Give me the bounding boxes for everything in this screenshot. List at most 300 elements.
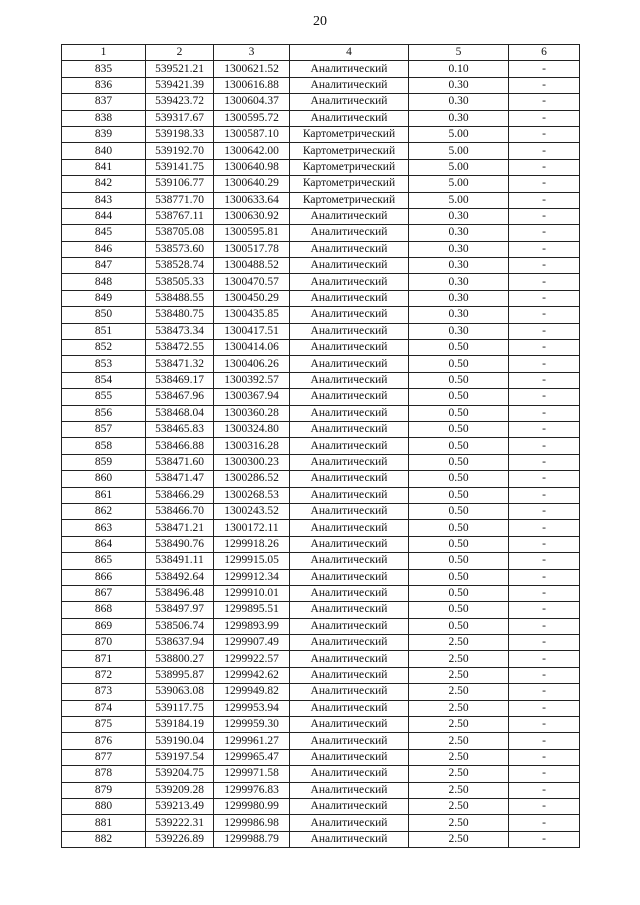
method-cell: Картометрический [290,159,409,175]
point-number-cell: 843 [62,192,146,208]
method-cell: Аналитический [290,733,409,749]
accuracy-cell: 2.50 [409,651,509,667]
method-cell: Аналитический [290,356,409,372]
accuracy-cell: 0.30 [409,241,509,257]
method-cell: Аналитический [290,274,409,290]
point-number-cell: 872 [62,667,146,683]
method-cell: Аналитический [290,553,409,569]
point-number-cell: 867 [62,585,146,601]
accuracy-cell: 0.50 [409,340,509,356]
point-number-cell: 869 [62,618,146,634]
method-cell: Аналитический [290,77,409,93]
point-number-cell: 840 [62,143,146,159]
method-cell: Аналитический [290,798,409,814]
table-row [62,61,580,77]
table-row [62,667,580,683]
accuracy-cell: 0.50 [409,503,509,519]
x-coordinate-cell: 538637.94 [146,635,214,651]
y-coordinate-cell: 1300640.98 [214,159,290,175]
note-cell: - [509,274,580,290]
y-coordinate-cell: 1299986.98 [214,815,290,831]
y-coordinate-cell: 1300587.10 [214,126,290,142]
method-cell: Аналитический [290,241,409,257]
table-row [62,503,580,519]
note-cell: - [509,766,580,782]
table-row [62,569,580,585]
point-number-cell: 866 [62,569,146,585]
note-cell: - [509,618,580,634]
y-coordinate-cell: 1300595.72 [214,110,290,126]
accuracy-cell: 0.50 [409,454,509,470]
point-number-cell: 863 [62,520,146,536]
note-cell: - [509,798,580,814]
note-cell: - [509,815,580,831]
point-number-cell: 851 [62,323,146,339]
method-cell: Аналитический [290,94,409,110]
method-cell: Аналитический [290,471,409,487]
note-cell: - [509,61,580,77]
accuracy-cell: 0.30 [409,225,509,241]
note-cell: - [509,782,580,798]
x-coordinate-cell: 539421.39 [146,77,214,93]
accuracy-cell: 2.50 [409,700,509,716]
x-coordinate-cell: 539204.75 [146,766,214,782]
point-number-cell: 842 [62,176,146,192]
table-row [62,290,580,306]
table-row [62,733,580,749]
accuracy-cell: 0.50 [409,520,509,536]
accuracy-cell: 0.50 [409,421,509,437]
note-cell: - [509,733,580,749]
accuracy-cell: 0.30 [409,258,509,274]
note-cell: - [509,94,580,110]
y-coordinate-cell: 1299965.47 [214,749,290,765]
y-coordinate-cell: 1300616.88 [214,77,290,93]
method-cell: Аналитический [290,323,409,339]
point-number-cell: 849 [62,290,146,306]
point-number-cell: 862 [62,503,146,519]
x-coordinate-cell: 538466.88 [146,438,214,454]
table-row [62,684,580,700]
point-number-cell: 850 [62,307,146,323]
accuracy-cell: 5.00 [409,143,509,159]
method-cell: Аналитический [290,831,409,847]
accuracy-cell: 0.30 [409,208,509,224]
method-cell: Аналитический [290,487,409,503]
x-coordinate-cell: 538767.11 [146,208,214,224]
x-coordinate-cell: 539423.72 [146,94,214,110]
accuracy-cell: 0.30 [409,94,509,110]
note-cell: - [509,553,580,569]
accuracy-cell: 0.50 [409,405,509,421]
table-row [62,208,580,224]
note-cell: - [509,520,580,536]
point-number-cell: 878 [62,766,146,782]
point-number-cell: 875 [62,717,146,733]
method-cell: Аналитический [290,405,409,421]
note-cell: - [509,831,580,847]
method-cell: Аналитический [290,569,409,585]
table-row [62,471,580,487]
y-coordinate-cell: 1299895.51 [214,602,290,618]
y-coordinate-cell: 1299961.27 [214,733,290,749]
note-cell: - [509,307,580,323]
table-row [62,405,580,421]
coordinates-table [61,44,580,848]
y-coordinate-cell: 1299922.57 [214,651,290,667]
point-number-cell: 854 [62,372,146,388]
accuracy-cell: 2.50 [409,684,509,700]
x-coordinate-cell: 539209.28 [146,782,214,798]
note-cell: - [509,77,580,93]
accuracy-cell: 2.50 [409,667,509,683]
table-row [62,635,580,651]
point-number-cell: 837 [62,94,146,110]
x-coordinate-cell: 538497.97 [146,602,214,618]
x-coordinate-cell: 538505.33 [146,274,214,290]
y-coordinate-cell: 1300640.29 [214,176,290,192]
point-number-cell: 865 [62,553,146,569]
y-coordinate-cell: 1299980.99 [214,798,290,814]
method-cell: Аналитический [290,438,409,454]
point-number-cell: 877 [62,749,146,765]
accuracy-cell: 0.50 [409,536,509,552]
column-header: 4 [290,45,409,61]
page-number: 20 [313,14,327,29]
table-row [62,618,580,634]
note-cell: - [509,405,580,421]
note-cell: - [509,323,580,339]
note-cell: - [509,176,580,192]
accuracy-cell: 2.50 [409,717,509,733]
accuracy-cell: 0.30 [409,274,509,290]
note-cell: - [509,159,580,175]
y-coordinate-cell: 1299912.34 [214,569,290,585]
method-cell: Аналитический [290,503,409,519]
method-cell: Аналитический [290,110,409,126]
note-cell: - [509,143,580,159]
point-number-cell: 870 [62,635,146,651]
y-coordinate-cell: 1300243.52 [214,503,290,519]
table-row [62,126,580,142]
column-header: 1 [62,45,146,61]
point-number-cell: 848 [62,274,146,290]
accuracy-cell: 0.50 [409,553,509,569]
accuracy-cell: 2.50 [409,766,509,782]
point-number-cell: 836 [62,77,146,93]
note-cell: - [509,700,580,716]
y-coordinate-cell: 1299910.01 [214,585,290,601]
note-cell: - [509,110,580,126]
method-cell: Аналитический [290,389,409,405]
table-row [62,585,580,601]
point-number-cell: 874 [62,700,146,716]
y-coordinate-cell: 1300470.57 [214,274,290,290]
x-coordinate-cell: 538471.32 [146,356,214,372]
accuracy-cell: 0.50 [409,487,509,503]
accuracy-cell: 0.30 [409,77,509,93]
y-coordinate-cell: 1300517.78 [214,241,290,257]
method-cell: Аналитический [290,290,409,306]
x-coordinate-cell: 539222.31 [146,815,214,831]
table-row [62,487,580,503]
method-cell: Аналитический [290,602,409,618]
point-number-cell: 845 [62,225,146,241]
x-coordinate-cell: 538469.17 [146,372,214,388]
point-number-cell: 852 [62,340,146,356]
column-header: 6 [509,45,580,61]
table-row [62,192,580,208]
accuracy-cell: 0.50 [409,389,509,405]
accuracy-cell: 0.30 [409,323,509,339]
point-number-cell: 855 [62,389,146,405]
accuracy-cell: 0.50 [409,471,509,487]
note-cell: - [509,717,580,733]
method-cell: Картометрический [290,192,409,208]
table-header [62,45,580,61]
accuracy-cell: 2.50 [409,733,509,749]
method-cell: Картометрический [290,143,409,159]
method-cell: Аналитический [290,667,409,683]
x-coordinate-cell: 539063.08 [146,684,214,700]
table-row [62,307,580,323]
point-number-cell: 858 [62,438,146,454]
point-number-cell: 839 [62,126,146,142]
y-coordinate-cell: 1299893.99 [214,618,290,634]
point-number-cell: 860 [62,471,146,487]
accuracy-cell: 2.50 [409,815,509,831]
x-coordinate-cell: 538488.55 [146,290,214,306]
table-row [62,176,580,192]
accuracy-cell: 2.50 [409,798,509,814]
point-number-cell: 868 [62,602,146,618]
x-coordinate-cell: 538473.34 [146,323,214,339]
x-coordinate-cell: 539317.67 [146,110,214,126]
note-cell: - [509,684,580,700]
point-number-cell: 856 [62,405,146,421]
table-row [62,110,580,126]
x-coordinate-cell: 538471.21 [146,520,214,536]
x-coordinate-cell: 538466.70 [146,503,214,519]
table-row [62,651,580,667]
table-row [62,815,580,831]
note-cell: - [509,667,580,683]
point-number-cell: 859 [62,454,146,470]
table-row [62,766,580,782]
y-coordinate-cell: 1299971.58 [214,766,290,782]
note-cell: - [509,356,580,372]
x-coordinate-cell: 538995.87 [146,667,214,683]
x-coordinate-cell: 538800.27 [146,651,214,667]
y-coordinate-cell: 1300630.92 [214,208,290,224]
note-cell: - [509,651,580,667]
table-row [62,438,580,454]
table-row [62,454,580,470]
x-coordinate-cell: 538492.64 [146,569,214,585]
method-cell: Аналитический [290,258,409,274]
point-number-cell: 861 [62,487,146,503]
x-coordinate-cell: 539213.49 [146,798,214,814]
table-row [62,798,580,814]
table-row [62,241,580,257]
method-cell: Аналитический [290,61,409,77]
x-coordinate-cell: 539106.77 [146,176,214,192]
note-cell: - [509,421,580,437]
x-coordinate-cell: 539226.89 [146,831,214,847]
method-cell: Аналитический [290,520,409,536]
point-number-cell: 835 [62,61,146,77]
x-coordinate-cell: 538506.74 [146,618,214,634]
method-cell: Аналитический [290,208,409,224]
column-header: 2 [146,45,214,61]
note-cell: - [509,192,580,208]
table-row [62,717,580,733]
note-cell: - [509,241,580,257]
y-coordinate-cell: 1300604.37 [214,94,290,110]
table-row [62,77,580,93]
y-coordinate-cell: 1299959.30 [214,717,290,733]
column-header: 5 [409,45,509,61]
accuracy-cell: 2.50 [409,831,509,847]
x-coordinate-cell: 538491.11 [146,553,214,569]
header-row [62,45,580,61]
table-row [62,536,580,552]
y-coordinate-cell: 1300316.28 [214,438,290,454]
method-cell: Аналитический [290,651,409,667]
point-number-cell: 880 [62,798,146,814]
note-cell: - [509,569,580,585]
table-row [62,553,580,569]
accuracy-cell: 0.50 [409,438,509,454]
point-number-cell: 881 [62,815,146,831]
note-cell: - [509,503,580,519]
y-coordinate-cell: 1300300.23 [214,454,290,470]
method-cell: Аналитический [290,225,409,241]
x-coordinate-cell: 539521.21 [146,61,214,77]
x-coordinate-cell: 539190.04 [146,733,214,749]
method-cell: Аналитический [290,421,409,437]
point-number-cell: 864 [62,536,146,552]
table-row [62,225,580,241]
method-cell: Аналитический [290,585,409,601]
table-row [62,340,580,356]
x-coordinate-cell: 538466.29 [146,487,214,503]
y-coordinate-cell: 1300435.85 [214,307,290,323]
y-coordinate-cell: 1300406.26 [214,356,290,372]
table-row [62,323,580,339]
y-coordinate-cell: 1299942.62 [214,667,290,683]
table-row [62,389,580,405]
x-coordinate-cell: 538468.04 [146,405,214,421]
method-cell: Аналитический [290,340,409,356]
y-coordinate-cell: 1300642.00 [214,143,290,159]
y-coordinate-cell: 1300367.94 [214,389,290,405]
note-cell: - [509,389,580,405]
accuracy-cell: 0.50 [409,585,509,601]
accuracy-cell: 5.00 [409,159,509,175]
table-row [62,258,580,274]
accuracy-cell: 0.50 [409,356,509,372]
note-cell: - [509,602,580,618]
table-row [62,602,580,618]
y-coordinate-cell: 1300417.51 [214,323,290,339]
y-coordinate-cell: 1300633.64 [214,192,290,208]
table-row [62,94,580,110]
method-cell: Аналитический [290,618,409,634]
point-number-cell: 844 [62,208,146,224]
method-cell: Аналитический [290,635,409,651]
table-row [62,159,580,175]
table-body [62,61,580,848]
method-cell: Аналитический [290,749,409,765]
method-cell: Аналитический [290,307,409,323]
note-cell: - [509,438,580,454]
y-coordinate-cell: 1300621.52 [214,61,290,77]
note-cell: - [509,208,580,224]
y-coordinate-cell: 1300324.80 [214,421,290,437]
point-number-cell: 871 [62,651,146,667]
note-cell: - [509,258,580,274]
point-number-cell: 879 [62,782,146,798]
note-cell: - [509,749,580,765]
note-cell: - [509,290,580,306]
method-cell: Аналитический [290,684,409,700]
note-cell: - [509,372,580,388]
method-cell: Аналитический [290,782,409,798]
accuracy-cell: 2.50 [409,782,509,798]
point-number-cell: 873 [62,684,146,700]
point-number-cell: 882 [62,831,146,847]
x-coordinate-cell: 538528.74 [146,258,214,274]
x-coordinate-cell: 538480.75 [146,307,214,323]
y-coordinate-cell: 1300268.53 [214,487,290,503]
point-number-cell: 876 [62,733,146,749]
method-cell: Аналитический [290,766,409,782]
y-coordinate-cell: 1299915.05 [214,553,290,569]
table-row [62,372,580,388]
point-number-cell: 838 [62,110,146,126]
x-coordinate-cell: 539198.33 [146,126,214,142]
y-coordinate-cell: 1299988.79 [214,831,290,847]
x-coordinate-cell: 538496.48 [146,585,214,601]
accuracy-cell: 0.50 [409,569,509,585]
table-row [62,143,580,159]
table-row [62,274,580,290]
column-header: 3 [214,45,290,61]
method-cell: Картометрический [290,176,409,192]
y-coordinate-cell: 1299953.94 [214,700,290,716]
x-coordinate-cell: 538490.76 [146,536,214,552]
method-cell: Картометрический [290,126,409,142]
accuracy-cell: 0.50 [409,372,509,388]
accuracy-cell: 2.50 [409,635,509,651]
x-coordinate-cell: 538771.70 [146,192,214,208]
method-cell: Аналитический [290,536,409,552]
y-coordinate-cell: 1300172.11 [214,520,290,536]
x-coordinate-cell: 539184.19 [146,717,214,733]
note-cell: - [509,126,580,142]
x-coordinate-cell: 538465.83 [146,421,214,437]
accuracy-cell: 0.30 [409,110,509,126]
accuracy-cell: 5.00 [409,192,509,208]
x-coordinate-cell: 539192.70 [146,143,214,159]
y-coordinate-cell: 1300286.52 [214,471,290,487]
x-coordinate-cell: 538573.60 [146,241,214,257]
point-number-cell: 847 [62,258,146,274]
note-cell: - [509,536,580,552]
point-number-cell: 853 [62,356,146,372]
table-row [62,749,580,765]
